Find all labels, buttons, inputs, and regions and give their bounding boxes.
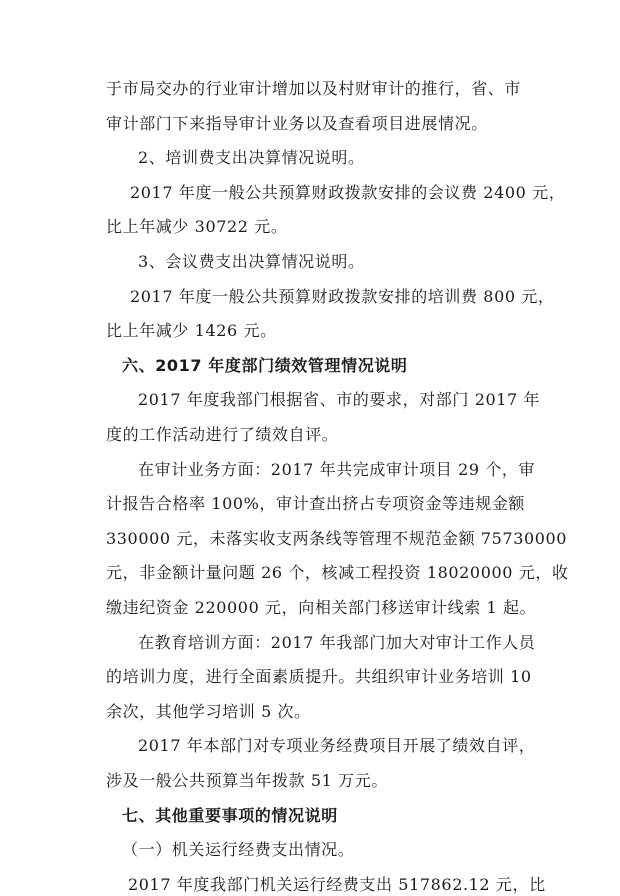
subsection-title: 2、培训费支出决算情况说明。 — [138, 148, 365, 168]
paragraph-line: 计报告合格率 100%，审计查出挤占专项资金等违规金额 — [106, 494, 526, 514]
paragraph-line: 涉及一般公共预算当年拨款 51 万元。 — [106, 771, 388, 790]
subsection-title: 3、会议费支出决算情况说明。 — [138, 252, 365, 271]
section-heading: 七、其他重要事项的情况说明 — [122, 805, 338, 825]
paragraph-line: 2017 年度我部门根据省、市的要求，对部门 2017 年 — [138, 390, 541, 410]
paragraph-line: 在审计业务方面：2017 年共完成审计项目 29 个，审 — [138, 459, 536, 479]
paragraph-line: 的培训力度，进行全面素质提升。共组织审计业务培训 10 — [106, 667, 532, 687]
paragraph-line: 度的工作活动进行了绩效自评。 — [106, 425, 339, 444]
paragraph-line: 于市局交办的行业审计增加以及村财审计的推行，省、市 — [106, 79, 522, 98]
paragraph-line: 2017 年度一般公共预算财政拨款安排的会议费 2400 元， — [130, 182, 566, 202]
paragraph-line: 缴违纪资金 220000 元，向相关部门移送审计线索 1 起。 — [106, 598, 537, 617]
paragraph-line: 在教育培训方面：2017 年我部门加大对审计工作人员 — [138, 632, 536, 652]
paragraph-line: 330000 元，未落实收支两条线等管理不规范金额 75730000 — [106, 528, 568, 548]
paragraph-line: 比上年减少 30722 元。 — [106, 217, 288, 237]
section-heading: 六、2017 年度部门绩效管理情况说明 — [122, 355, 408, 375]
paragraph-line: 2017 年本部门对专项业务经费项目开展了绩效自评， — [138, 736, 536, 756]
paragraph-line: 比上年减少 1426 元。 — [106, 321, 277, 341]
paragraph-line: 2017 年度一般公共预算财政拨款安排的培训费 800 元， — [130, 286, 555, 306]
paragraph-line: 审计部门下来指导审计业务以及查看项目进展情况。 — [106, 113, 488, 133]
paragraph-line: 2017 年度我部门机关运行经费支出 517862.12 元，比 — [128, 874, 546, 894]
paragraph-line: 余次，其他学习培训 5 次。 — [106, 701, 311, 721]
paragraph-line: 元，非金额计量问题 26 个，核减工程投资 18020000 元，收 — [106, 563, 569, 583]
subsection-title: （一）机关运行经费支出情况。 — [122, 840, 355, 860]
